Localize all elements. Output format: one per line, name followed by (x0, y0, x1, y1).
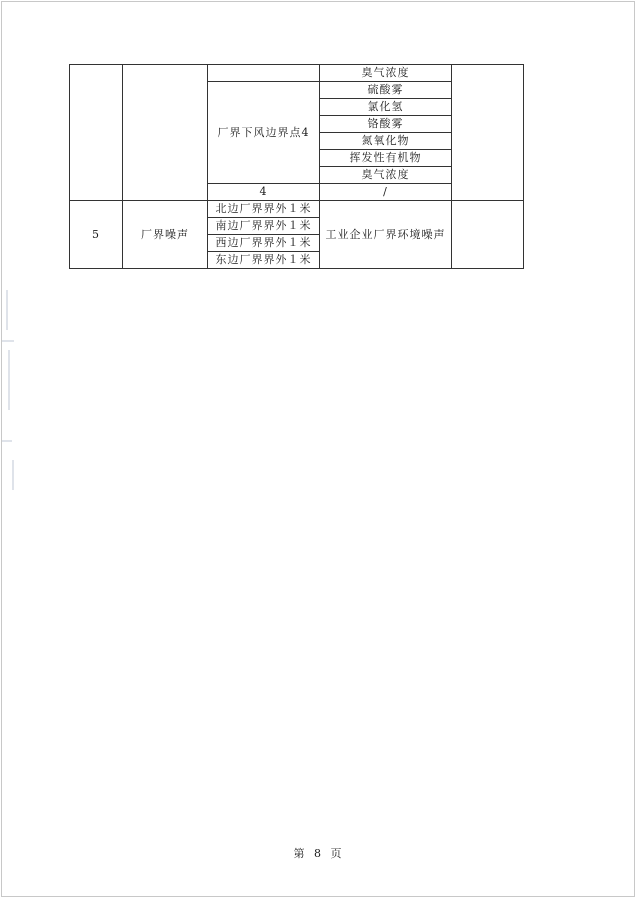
monitoring-table (69, 64, 524, 269)
no-cell: 4 (208, 184, 320, 201)
location-cell: 厂界下风边界点4 (208, 82, 320, 184)
category-cell-continued (123, 65, 208, 201)
pollutant-cell: 臭气浓度 (320, 65, 452, 82)
category-cell: 厂界噪声 (123, 201, 208, 269)
pollutant-cell: 铬酸雾 (320, 116, 452, 133)
no-cell: 5 (70, 201, 123, 269)
scan-edge-marks (2, 290, 26, 490)
page-number: 第 8 页 (293, 847, 345, 860)
table-row (70, 201, 524, 218)
remarks-cell (452, 201, 524, 269)
pollutant-cell: 挥发性有机物 (320, 150, 452, 167)
remarks-cell (452, 65, 524, 201)
standard-cell: 工业企业厂界环境噪声 (320, 201, 452, 269)
location-cell: 北边厂界界外１米 (208, 201, 320, 218)
no-cell-continued (70, 65, 123, 201)
category-cell: / (320, 184, 452, 201)
location-cell: 西边厂界界外１米 (208, 235, 320, 252)
pollutant-cell: 臭气浓度 (320, 167, 452, 184)
pollutant-cell: 氮氧化物 (320, 133, 452, 150)
location-cell-continued (208, 65, 320, 82)
pollutant-cell: 硫酸雾 (320, 82, 452, 99)
location-cell: 南边厂界界外１米 (208, 218, 320, 235)
location-cell: 东边厂界界外１米 (208, 252, 320, 269)
pollutant-cell: 氯化氢 (320, 99, 452, 116)
table-row (70, 65, 524, 82)
